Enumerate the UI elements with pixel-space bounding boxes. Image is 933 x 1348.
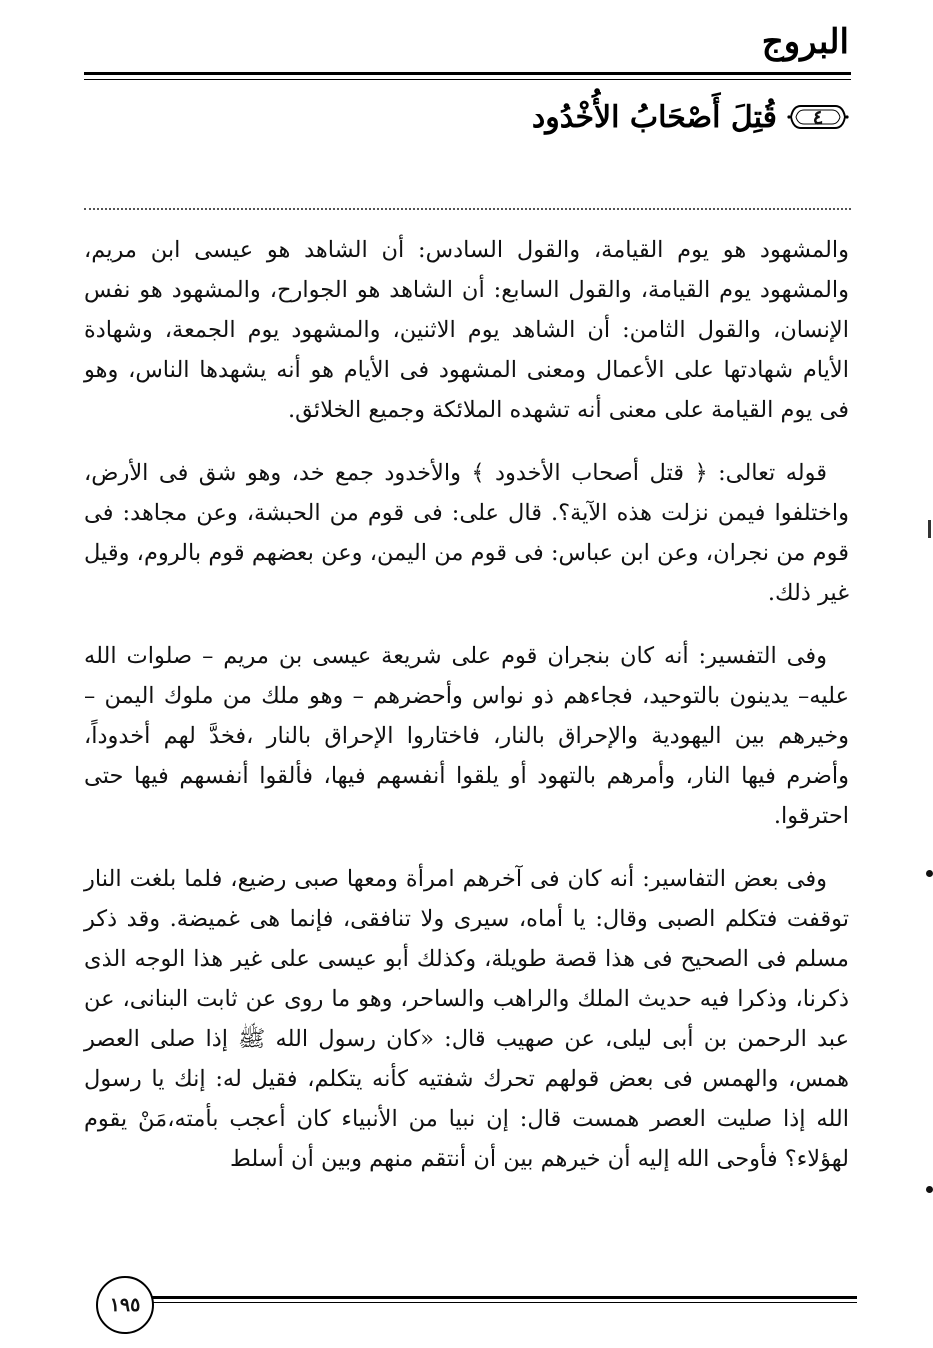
margin-mark bbox=[928, 520, 931, 538]
section-number-ornament bbox=[787, 102, 849, 132]
surah-title: البروج bbox=[761, 22, 849, 62]
footer-rule-thick bbox=[150, 1296, 857, 1299]
header-rule-thin bbox=[84, 79, 851, 80]
header-double-rule bbox=[84, 72, 851, 84]
footer-rule-thin bbox=[150, 1302, 857, 1303]
paragraph-4: وفى بعض التفاسير: أنه كان فى آخرهم امرأة ومعها صبى رضيع، فلما بلغت النار توقفت فتكلم الصبى وقال: يا أماه، سيرى ولا تنافقى، فإنما هى غميضة. وقد ذكر مسلم فى الصحيح فى هذا قصة طويلة، وكذلك أبو عيسى على غير هذا الوجه الذى ذكرنا، وذكرا فيه حديث الملك والراهب والساحر، وهو ما روى عن ثابت البنانى، عن عبد الرحمن بن أبى ليلى، عن صهيب قال: «كان رسول الله ﷺ إذا صلى العصر همس، والهمس فى بعض قولهم تحرك شفتيه كأنه يتكلم، فقيل له: إنك يا رسول الله إذا صليت العصر همست قال: إن نبيا من الأنبياء كان أعجب بأمته،مَنْ يقوم لهؤلاء؟ فأوحى الله إليه أن خيرهم بين أن أنتقم منهم وبين أن أسلط bbox=[84, 866, 849, 1172]
dotted-separator bbox=[84, 208, 851, 210]
paragraph-1: والمشهود هو يوم القيامة، والقول السادس: أن الشاهد هو عيسى ابن مريم، والمشهود يوم القيامة، والقول السابع: أن الشاهد هو الجوارح، والمشهود هو نفس الإنسان، والقول الثامن: أن الشاهد يوم الاثنين، والمشهود يوم الجمعة، وشهادة الأيام شهادتها على الأعمال ومعنى المشهود فى الأيام هو أنه يشهدها الناس، وهو فى يوم القيامة على معنى أنه تشهده الملائكة وجميع الخلائق. bbox=[84, 237, 849, 423]
header-rule-thick bbox=[84, 72, 851, 75]
margin-dot bbox=[926, 1186, 933, 1193]
main-text bbox=[84, 230, 849, 1202]
page-number: ١٩٥ bbox=[96, 1276, 154, 1334]
footer-double-rule bbox=[150, 1296, 857, 1306]
margin-dot bbox=[926, 870, 933, 877]
section-title: قُتِلَ أَصْحَابُ الأُخْدُود bbox=[531, 99, 777, 135]
section-heading bbox=[532, 92, 849, 142]
paragraph-2: قوله تعالى: ﴿ قتل أصحاب الأخدود ﴾ والأخدود جمع خد، وهو شق فى الأرض، واختلفوا فيمن نزلت هذه الآية؟. قال على: فى قوم من الحبشة، وعن مجاهد: فى قوم من نجران، وعن ابن عباس: فى قوم من اليمن، وعن بعضهم قوم بالروم، وقيل غير ذلك. bbox=[84, 460, 849, 606]
section-number: ٤ bbox=[812, 105, 824, 129]
paragraph-3: وفى التفسير: أنه كان بنجران قوم على شريعة عيسى بن مريم – صلوات الله عليه– يدينون بالتوحيد، فجاءهم ذو نواس وأحضرهم – وهو ملك من ملوك اليمن – وخيرهم بين اليهودية والإحراق بالنار، فاختاروا الإحراق بالنار ،فخدَّ لهم أخدوداً، وأضرم فيها النار، وأمرهم بالتهود أو يلقوا أنفسهم فيها، فألقوا أنفسهم فيها حتى احترقوا. bbox=[84, 643, 849, 829]
